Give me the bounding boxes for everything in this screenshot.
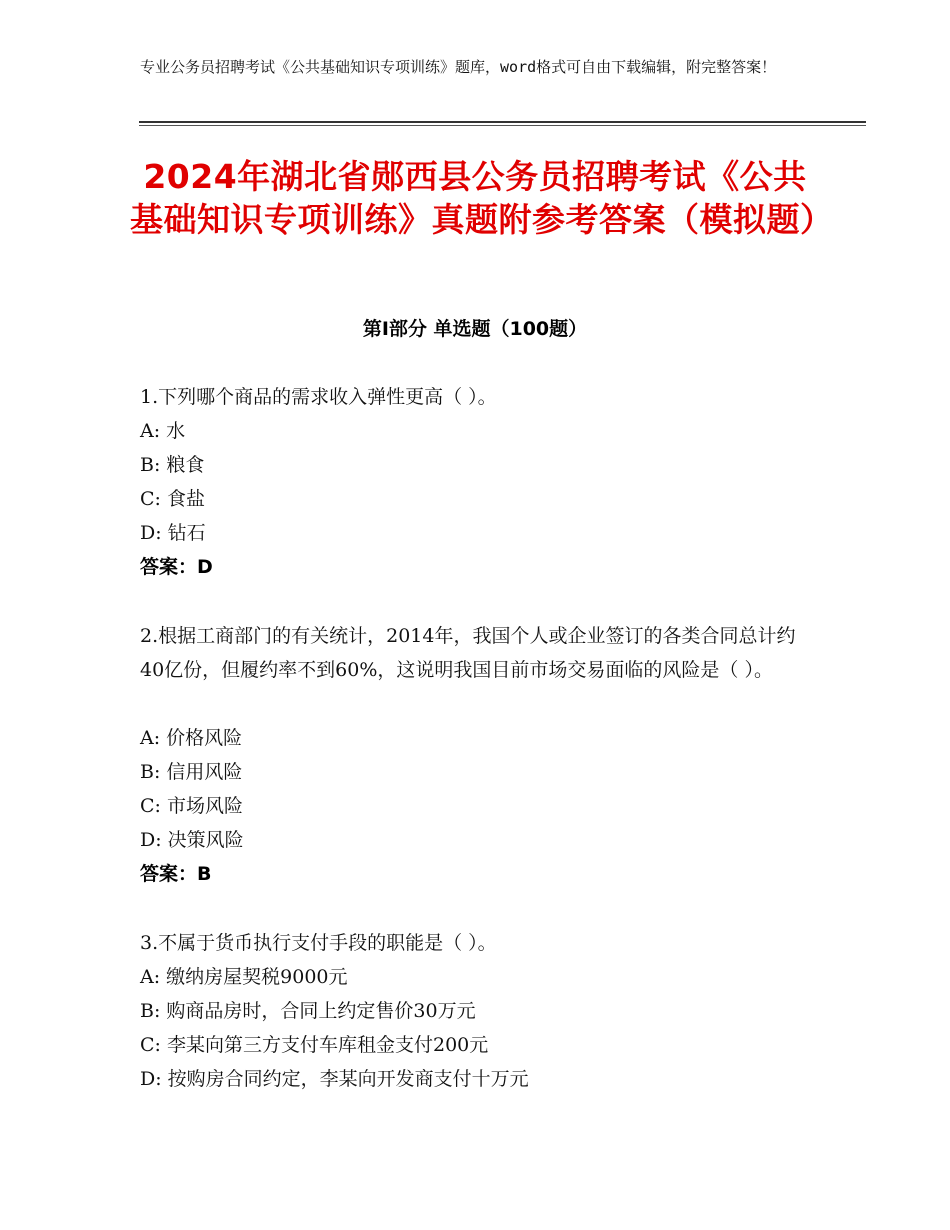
question-3-option-a: A: 缴纳房屋契税9000元 (140, 966, 348, 988)
question-1-text: 1.下列哪个商品的需求收入弹性更高（ ）。 (140, 386, 497, 408)
question-2-text: 2.根据工商部门的有关统计，2014年，我国个人或企业签订的各类合同总计约40亿份，但履约率不到60%，这说明我国目前市场交易面临的风险是（ ）。 (140, 625, 796, 681)
question-2-option-c: C: 市场风险 (140, 795, 243, 817)
question-3-option-b: B: 购商品房时，合同上约定售价30万元 (140, 1000, 476, 1022)
question-3-option-c: C: 李某向第三方支付车库租金支付200元 (140, 1034, 489, 1056)
question-1-answer: 答案：D (140, 556, 213, 578)
question-2-option-b: B: 信用风险 (140, 761, 243, 783)
question-3-option-d: D: 按购房合同约定，李某向开发商支付十万元 (140, 1068, 529, 1090)
question-3-text: 3.不属于货币执行支付手段的职能是（ ）。 (140, 932, 497, 954)
question-2-answer: 答案：B (140, 863, 212, 885)
header-note: 专业公务员招聘考试《公共基础知识专项训练》题库，word格式可自由下载编辑，附完整答案！ (140, 58, 777, 76)
section-heading: 第Ⅰ部分 单选题（100题） (362, 318, 588, 340)
question-2-option-d: D: 决策风险 (140, 829, 244, 851)
header-divider (139, 121, 866, 123)
question-1-option-c: C: 食盐 (140, 488, 205, 510)
question-1-option-b: B: 粮食 (140, 454, 205, 476)
header-divider-thin (139, 125, 866, 126)
question-1-option-d: D: 钻石 (140, 522, 206, 544)
document-title: 2024年湖北省郧西县公务员招聘考试《公共基础知识专项训练》真题附参考答案（模拟题） (130, 157, 834, 239)
question-1-option-a: A: 水 (140, 420, 186, 442)
question-2-option-a: A: 价格风险 (140, 727, 243, 749)
